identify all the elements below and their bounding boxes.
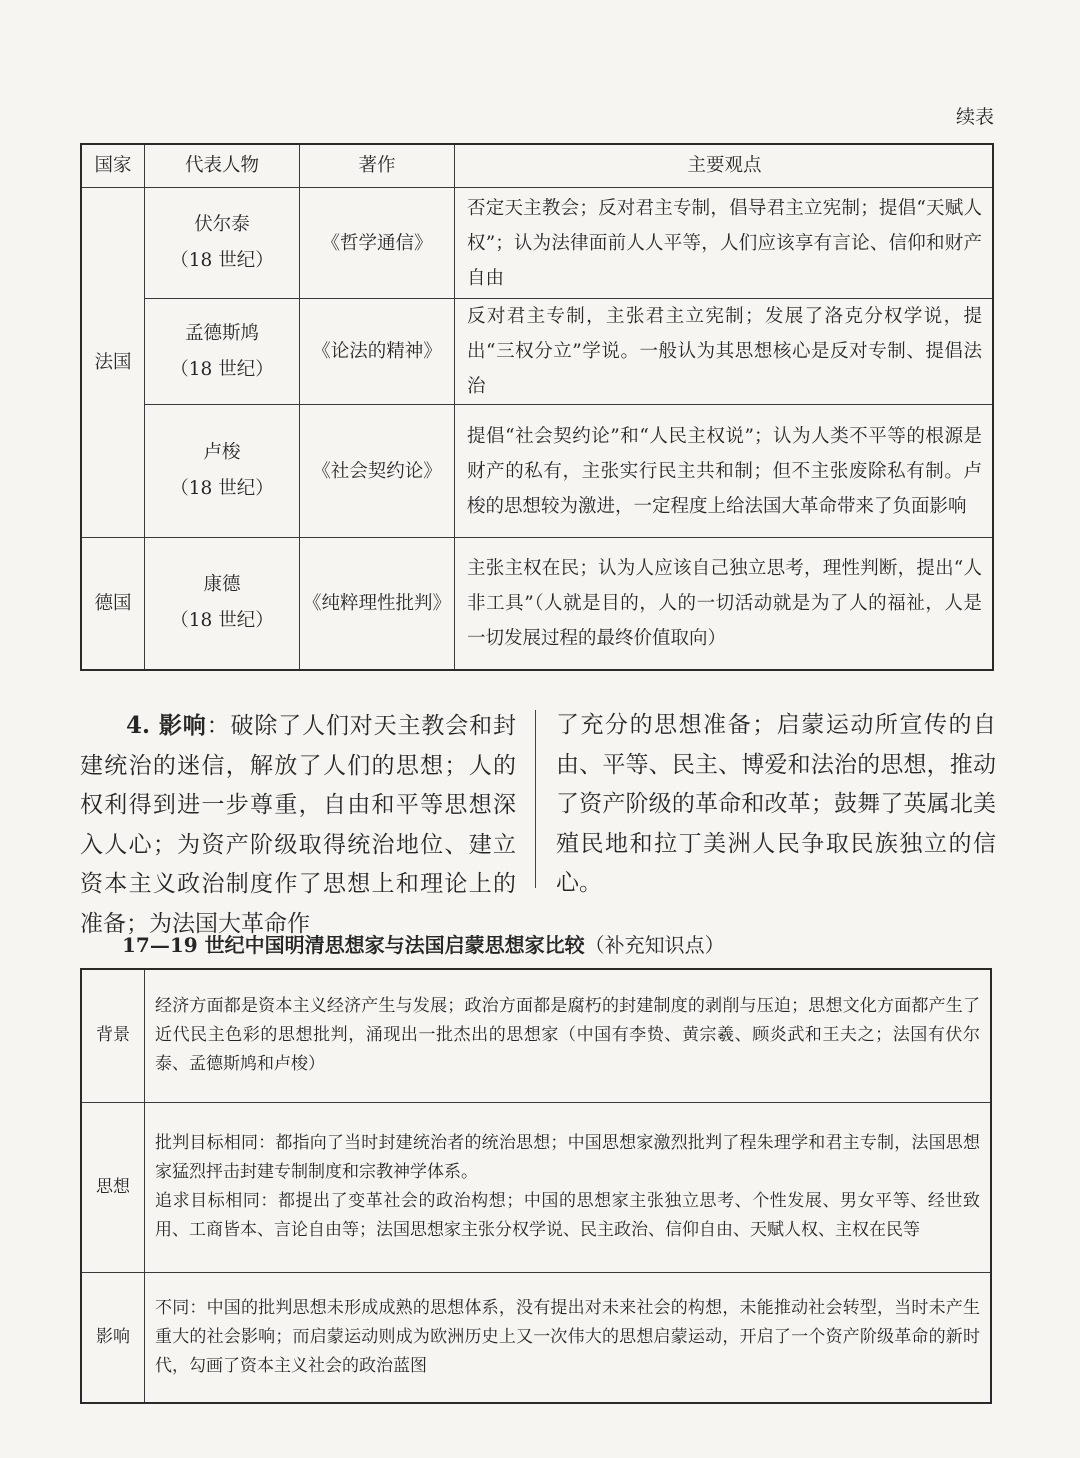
country-cell-germany: 德国	[81, 538, 145, 670]
row-text-influence: 不同：中国的批判思想未形成成熟的思想体系，没有提出对未来社会的构想，未能推动社会转型，当时未产生重大的社会影响；而启蒙运动则成为欧洲历史上又一次伟大的思想启蒙运动，开启了一个资产阶级革命的新时代，勾画了资本主义社会的政治蓝图	[145, 1272, 992, 1403]
view-cell: 提倡“社会契约论”和“人民主权说”；认为人类不平等的根源是财产的私有，主张实行民主共和制；但不主张废除私有制。卢梭的思想较为激进，一定程度上给法国大革命带来了负面影响	[455, 405, 994, 538]
table-header-row	[81, 144, 993, 188]
work-cell: 《论法的精神》	[300, 299, 455, 405]
row-text-thought	[145, 1102, 992, 1272]
row-text-background: 经济方面都是资本主义经济产生与发展；政治方面都是腐朽的封建制度的剥削与压迫；思想文化方面都产生了近代民主色彩的思想批判，涌现出一批杰出的思想家（中国有李贽、黄宗羲、顾炎武和王夫之；法国有伏尔泰、孟德斯鸠和卢梭）	[145, 969, 992, 1102]
row-label-influence: 影响	[81, 1272, 145, 1403]
row-label-thought: 思想	[81, 1102, 145, 1272]
country-cell-france: 法国	[81, 188, 145, 538]
comparison-table	[80, 968, 992, 1404]
person-name: 伏尔泰	[194, 214, 250, 235]
person-name: 孟德斯鸠	[184, 322, 259, 344]
person-cell	[145, 405, 300, 538]
table-row	[81, 1272, 991, 1403]
column-divider	[535, 710, 536, 888]
table-row	[81, 405, 993, 538]
thought-text-2: 追求目标相同：都提出了变革社会的政治构想；中国的思想家主张独立思考、个性发展、男女平等、经世致用、工商皆本、言论自由等；法国思想家主张分权学说、民主政治、信仰自由、天赋人权、主权在民等	[155, 1191, 980, 1240]
person-cell	[145, 538, 300, 670]
table-row	[81, 1102, 991, 1272]
influence-paragraph-left	[80, 706, 516, 944]
person-era: （18 世纪）	[170, 250, 274, 271]
person-era: （18 世纪）	[170, 610, 274, 632]
person-era: （18 世纪）	[170, 478, 274, 499]
influence-text-left: ：破除了人们对天主教会和封建统治的迷信，解放了人们的思想；人的权利得到进一步尊重，自由和平等思想深入人心；为资产阶级取得统治地位、建立资本主义政治制度作了思想上和理论上的准备；为法国大革命作	[80, 713, 516, 937]
person-cell	[145, 299, 300, 405]
comparison-title-note: （补充知识点）	[584, 933, 725, 957]
view-cell: 反对君主专制，主张君主立宪制；发展了洛克分权学说，提出“三权分立”学说。一般认为其思想核心是反对专制、提倡法治	[455, 299, 994, 405]
table-row	[81, 188, 993, 299]
table-row	[81, 969, 991, 1102]
influence-label: 4. 影响	[126, 712, 207, 739]
person-name: 康德	[203, 574, 241, 596]
work-cell: 《纯粹理性批判》	[300, 538, 455, 670]
view-cell: 否定天主教会；反对君主专制，倡导君主立宪制；提倡“天赋人权”；认为法律面前人人平等，人们应该享有言论、信仰和财产自由	[455, 188, 994, 299]
person-era: （18 世纪）	[170, 358, 274, 380]
influence-paragraph-right: 了充分的思想准备；启蒙运动所宣传的自由、平等、民主、博爱和法治的思想，推动了资产阶级的革命和改革；鼓舞了英属北美殖民地和拉丁美洲人民争取民族独立的信心。	[556, 712, 996, 896]
thinkers-table	[80, 143, 994, 671]
header-country: 国家	[81, 144, 145, 188]
person-cell	[145, 188, 300, 299]
row-label-background: 背景	[81, 969, 145, 1102]
table-row	[81, 299, 993, 405]
header-views: 主要观点	[455, 144, 994, 188]
comparison-title-main: 17—19 世纪中国明清思想家与法国启蒙思想家比较	[122, 933, 585, 957]
thought-text-1: 批判目标相同：都指向了当时封建统治者的统治思想；中国思想家激烈批判了程朱理学和君主专制，法国思想家猛烈抨击封建专制制度和宗教神学体系。	[155, 1133, 980, 1182]
work-cell: 《哲学通信》	[300, 188, 455, 299]
table-row	[81, 538, 993, 670]
comparison-title	[122, 929, 725, 958]
person-name: 卢梭	[203, 442, 241, 463]
header-work: 著作	[300, 144, 455, 188]
work-cell: 《社会契约论》	[300, 405, 455, 538]
header-person: 代表人物	[145, 144, 300, 188]
view-cell: 主张主权在民；认为人应该自己独立思考，理性判断，提出“人非工具”（人就是目的，人的一切活动就是为了人的福祉，人是一切发展过程的最终价值取向）	[455, 538, 994, 670]
continued-label: 续表	[955, 106, 994, 128]
